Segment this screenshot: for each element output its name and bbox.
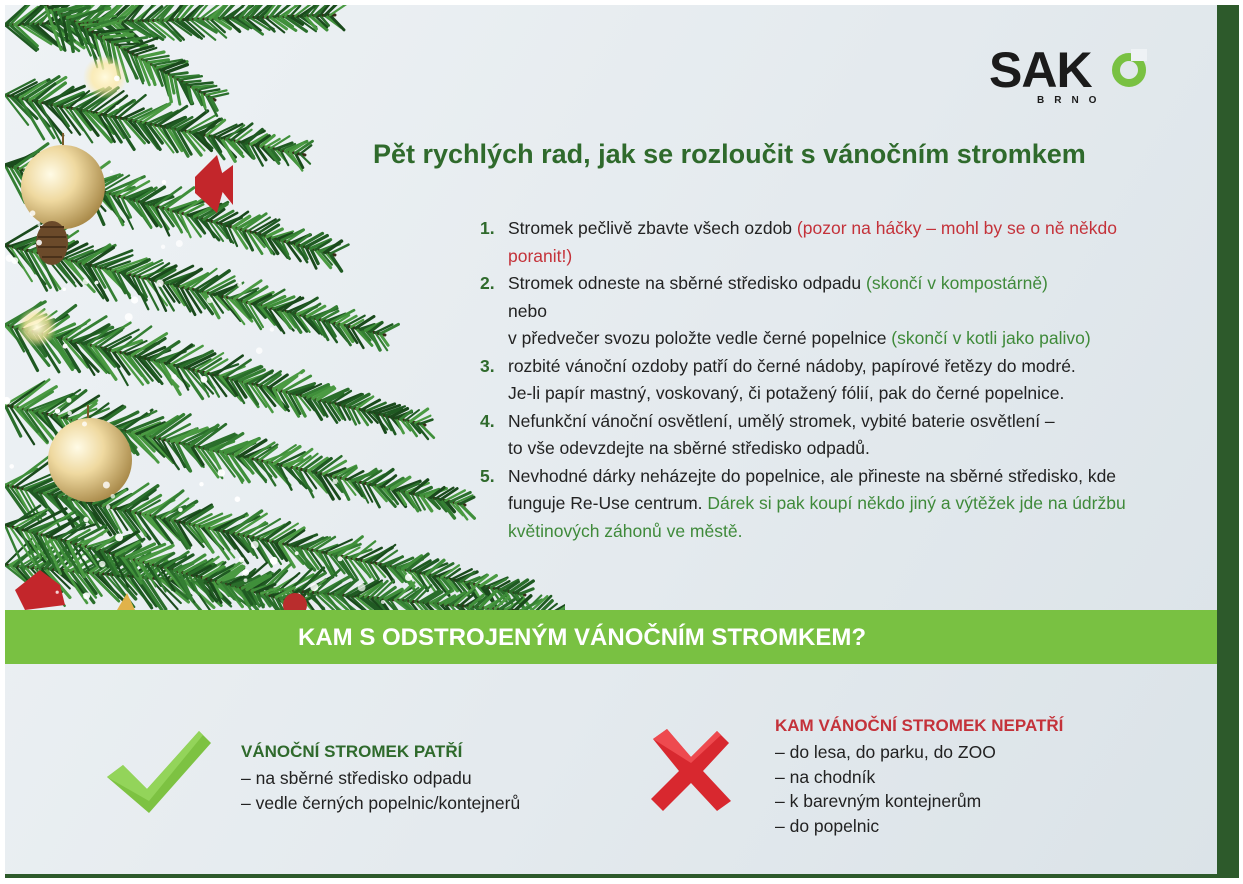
belongs-section	[241, 740, 520, 815]
tip-number: 1.	[480, 218, 495, 238]
tip-text: Stromek pečlivě zbavte všech ozdob	[508, 218, 793, 238]
check-mark-icon	[103, 727, 213, 817]
list-item: – na sběrné středisko odpadu	[241, 768, 472, 788]
tip-note-secondary: (skončí v kotli jako palivo)	[891, 328, 1091, 348]
tip-note: (skončí v kompostárně)	[866, 273, 1048, 293]
tip-number: 3.	[480, 355, 495, 376]
tip-text-secondary: to vše odevzdejte na sběrné středisko odpadů.	[508, 438, 870, 458]
tip-or-text: nebo	[508, 300, 547, 321]
section-banner	[5, 610, 1217, 664]
logo-o-ring-icon	[1111, 49, 1147, 89]
list-item: – vedle černých popelnic/kontejnerů	[241, 792, 521, 813]
tips-list	[480, 215, 1180, 545]
tip-warning-note: (pozor na háčky – mohl by se o ně někdo poranit!)	[508, 218, 1117, 266]
tip-text: Nefunkční vánoční osvětlení, umělý stromek, vybité baterie osvětlení –	[508, 410, 1055, 431]
frame-edge-bottom	[5, 874, 1239, 878]
list-item: – na chodník	[775, 766, 876, 787]
tip-item	[480, 463, 1168, 546]
tip-note: Dárek si pak koupí někdo jiný a výtěžek jde na údržbu květinových záhonů ve městě.	[508, 493, 1126, 541]
tip-text: Nevhodné dárky neházejte do popelnice, ale přineste na sběrné středisko, kde funguje Re-Use centrum.	[508, 465, 1117, 513]
banner-heading: KAM S ODSTROJENÝM VÁNOČNÍM STROMKEM?	[298, 624, 867, 651]
tip-item	[480, 408, 1180, 463]
not-belongs-list	[775, 740, 1063, 838]
not-belongs-section	[775, 714, 1063, 838]
belongs-title: VÁNOČNÍ STROMEK PATŘÍ	[241, 742, 463, 761]
frame-edge-right	[1217, 5, 1239, 877]
tip-number: 5.	[480, 465, 495, 486]
tip-text-secondary: Je-li papír mastný, voskovaný, či potažený fólií, pak do černé popelnice.	[508, 383, 1065, 403]
tip-number: 2.	[480, 273, 495, 293]
logo-city: BRNO	[1037, 95, 1107, 106]
tip-item	[480, 270, 1180, 353]
list-item: – do popelnic	[775, 815, 880, 836]
page-title: Pět rychlých rad, jak se rozloučit s vánočním stromkem	[373, 139, 1086, 169]
not-belongs-title: KAM VÁNOČNÍ STROMEK NEPATŘÍ	[775, 716, 1064, 735]
leaflet-card	[5, 5, 1217, 877]
list-item: – k barevným kontejnerům	[775, 791, 982, 811]
belongs-list	[241, 766, 520, 815]
cross-mark-icon	[645, 725, 735, 815]
tip-item	[480, 215, 1180, 270]
tip-item	[480, 353, 1180, 408]
tip-text: rozbité vánoční ozdoby patří do černé nádoby, papírové řetězy do modré.	[508, 355, 1076, 376]
logo-wordmark: SAK	[989, 42, 1092, 98]
list-item: – do lesa, do parku, do ZOO	[775, 742, 996, 762]
sako-brno-logo	[989, 42, 1159, 115]
tip-text-secondary: v předvečer svozu položte vedle černé popelnice	[508, 328, 887, 348]
tip-text: Stromek odneste na sběrné středisko odpadu	[508, 273, 862, 293]
tip-number: 4.	[480, 410, 495, 431]
